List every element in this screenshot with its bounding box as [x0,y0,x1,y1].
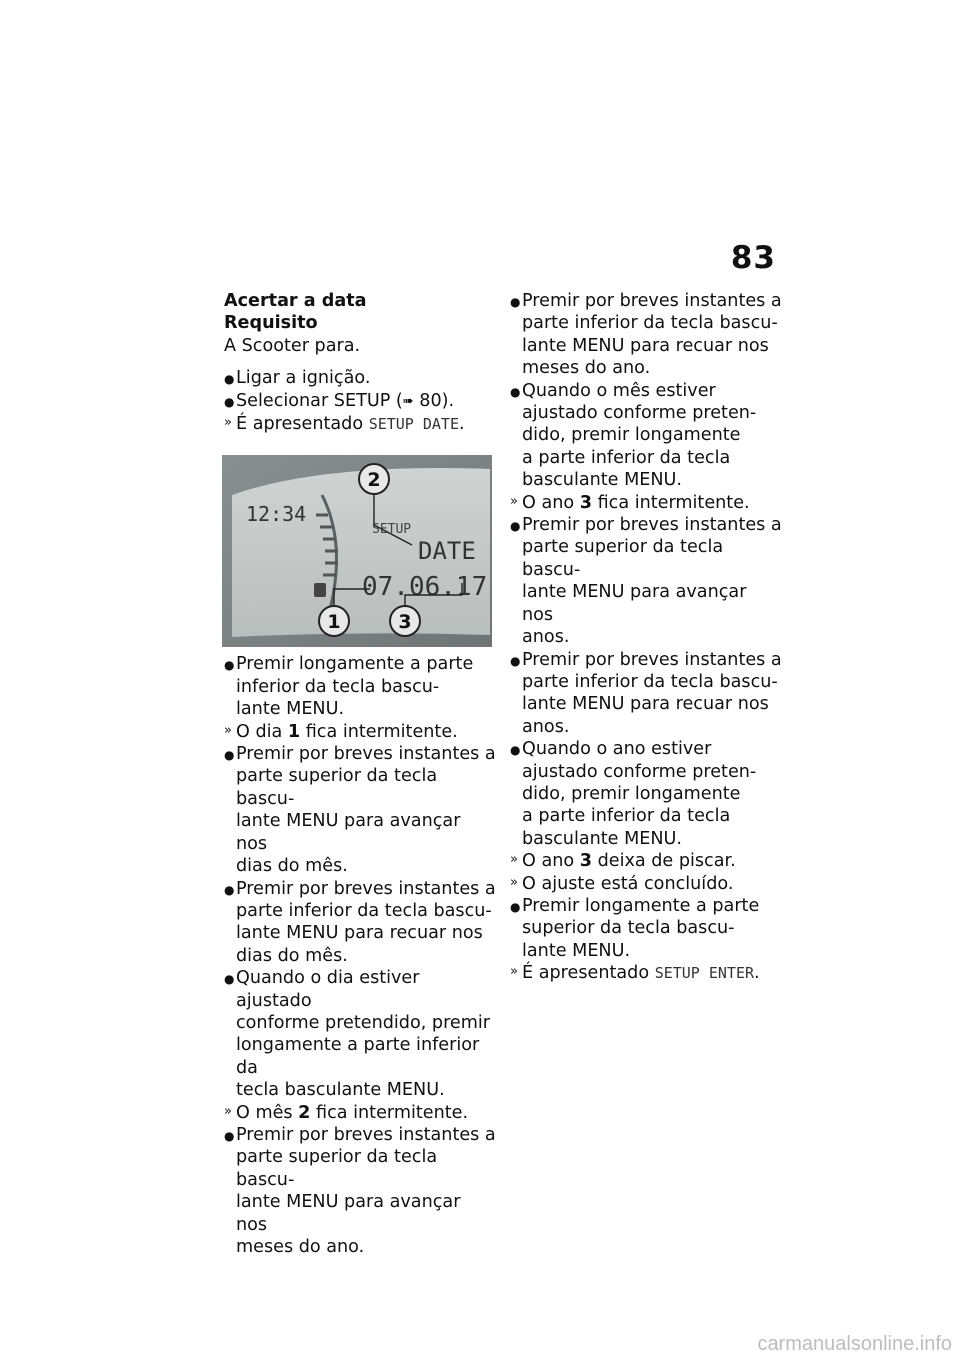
bullet-icon: ● [510,899,521,914]
list-item: ● Premir longamente a parte inferior da tecla bascu- lante MENU. [224,654,474,720]
list-item: ● Premir por breves instantes a parte superior da tecla bascu- lante MENU para avançar nos dias do mês. [224,744,496,877]
bullet-icon: ● [510,295,521,309]
list-item: ● Ligar a ignição. [224,367,496,389]
display-time: 12:34 [246,502,307,527]
bullet-icon: ● [510,653,521,668]
bullet-icon: ● [224,394,235,409]
result-icon: » [224,415,232,431]
list-item: ● Premir por breves instantes a parte inferior da tecla bascu- lante MENU para recuar nos anos. [510,649,782,737]
list-item: ● Premir por breves instantes a parte superior da tecla bascu- lante MENU para avançar nos anos. [510,515,782,648]
display-code: SETUP DATE [368,415,459,434]
display-code: SETUP ENTER [654,964,755,983]
svg-text:1: 1 [327,611,341,634]
bullet-icon: ● [510,743,521,758]
list-item: » O dia 1 fica intermitente. [224,721,458,742]
callout-reference: 3 [579,492,592,513]
fuel-icon [314,583,326,597]
footer-watermark: carmanualsonline.info [757,1333,952,1355]
page-reference-link[interactable]: 80 [419,390,442,411]
result-icon: » [510,852,518,868]
list-item: » O ano 3 deixa de piscar. [510,851,736,872]
display-date-label: DATE [418,537,476,566]
result-icon: » [510,874,518,890]
result-icon: » [510,964,518,980]
list-item: » O mês 2 fica intermitente. [224,1102,469,1123]
bullet-icon: ● [224,972,235,987]
section-heading: Acertar a data [224,291,367,311]
requirement-heading: Requisito [224,313,318,334]
bullet-icon: ● [224,748,235,763]
display-setup-label: SETUP [372,522,412,538]
bullet-icon: ● [510,519,521,534]
list-item: ● Premir por breves instantes a parte inferior da tecla bascu- lante MENU para recuar nos meses do ano. [510,291,782,379]
steps-before-figure [224,367,496,435]
bullet-icon: ● [224,1128,235,1143]
list-item: ● Premir por breves instantes a parte superior da tecla bascu- lante MENU para avançar nos meses do ano. [224,1124,496,1257]
result-icon: » [224,1103,232,1119]
steps-after-figure [224,653,496,1258]
list-item: ● Premir por breves instantes a parte inferior da tecla bascu- lante MENU para recuar nos dias do mês. [224,878,496,966]
steps-continued [510,290,782,985]
result-icon: » [224,722,232,738]
bullet-icon: ● [224,658,235,673]
list-item: ● Quando o dia estiver ajustado conforme pretendido, premir longamente a parte inferior da tecla basculante MENU. [224,968,491,1101]
list-item: ● Premir longamente a parte superior da tecla bascu- lante MENU. [510,895,760,961]
callout-reference: 2 [298,1102,311,1123]
list-item: » É apresentado SETUP ENTER. [510,963,760,984]
list-item: » É apresentado SETUP DATE. [224,414,465,435]
callout-reference: 3 [579,851,592,872]
bullet-icon: ● [224,372,235,387]
list-item: ● Quando o mês estiver ajustado conforme preten- dido, premir longamente a parte inferior da tecla basculante MENU. [510,380,757,491]
svg-text:3: 3 [398,611,412,634]
list-item: ● Selecionar SETUP (➠ 80). [224,390,496,413]
bullet-icon: ● [224,882,235,897]
list-item: » O ano 3 fica intermitente. [510,492,750,513]
display-date-value: 07.06.17 [362,572,488,603]
callout-reference: 1 [287,721,301,742]
page-number: 83 [730,240,776,276]
list-item: » O ajuste está concluído. [510,873,734,894]
svg-text:2: 2 [367,469,381,492]
page-reference-arrow-icon: ➠ [402,393,414,409]
left-column [224,290,496,1258]
list-item: ● Quando o ano estiver ajustado conforme preten- dido, premir longamente a parte inferior da tecla basculante MENU. [510,739,757,849]
requirement-text: A Scooter para. [224,335,361,356]
right-column [510,290,782,985]
instrument-display-figure [222,455,492,647]
bullet-icon: ● [510,384,521,399]
result-icon: » [510,493,518,509]
